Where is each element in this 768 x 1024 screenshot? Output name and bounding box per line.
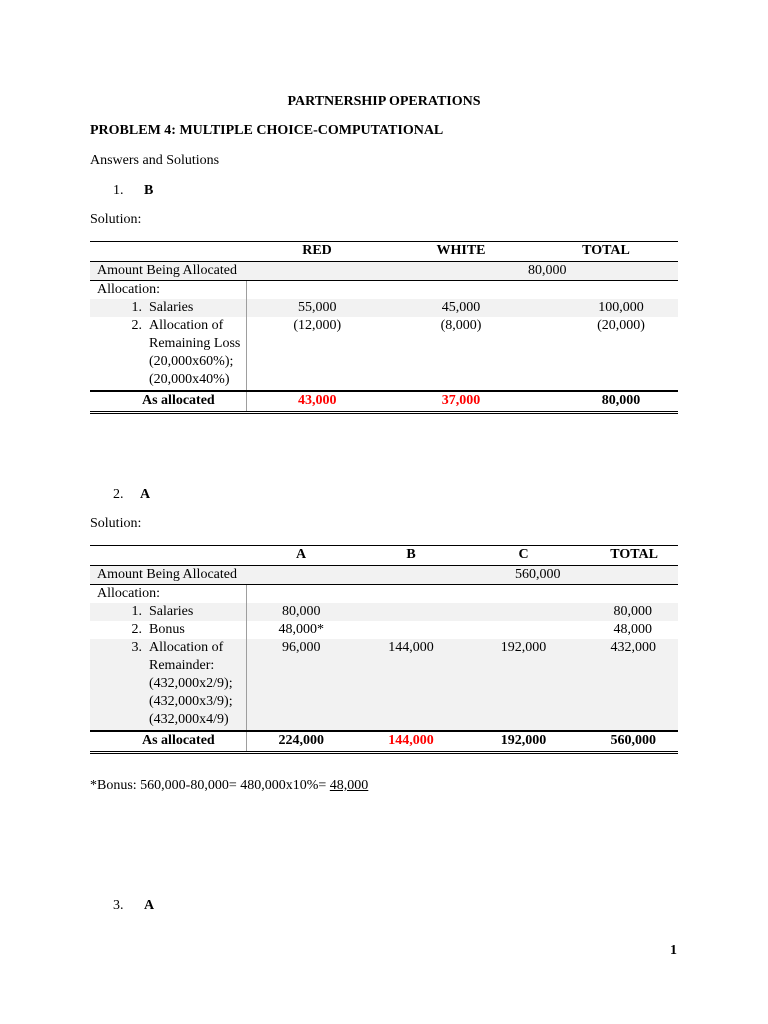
cell-b: [356, 621, 466, 639]
q1-solution-table: [90, 241, 678, 414]
bonus-footnote-text: *Bonus: 560,000-80,000= 480,000x10%=: [90, 778, 330, 793]
q1-number: 1.: [113, 183, 124, 198]
cell-total: (20,000): [597, 318, 645, 333]
cell-total: 80,000: [581, 603, 678, 621]
cell-red: (12,000): [293, 318, 342, 333]
row-number: 3.: [131, 640, 142, 655]
q2-solution-label: Solution:: [90, 516, 142, 531]
total-red: 43,000: [246, 391, 388, 413]
total-row: [90, 731, 678, 753]
allocation-row: [90, 281, 678, 300]
row-label: Allocation of Remainder: (432,000x2/9); (432,000x3/9); (432,000x4/9): [149, 640, 233, 727]
header-b: B: [356, 546, 466, 566]
header-blank: [90, 546, 246, 566]
cell-a: 80,000: [246, 603, 356, 621]
cell-c: [466, 621, 581, 639]
amount-row: [90, 262, 678, 281]
page-number: 1: [670, 943, 677, 958]
allocation-label: Allocation:: [90, 281, 246, 300]
cell-b: [356, 603, 466, 621]
total-row: [90, 391, 678, 413]
total-c: 192,000: [466, 731, 581, 753]
total-white: 37,000: [388, 391, 534, 413]
table-row: [90, 299, 678, 317]
intro-text: Answers and Solutions: [90, 153, 220, 168]
total-total: 80,000: [534, 391, 678, 413]
row-number: 1.: [131, 300, 142, 315]
allocation-label: Allocation:: [90, 585, 246, 604]
header-c: C: [466, 546, 581, 566]
q3-answer: A: [144, 898, 155, 913]
q2-solution-table: [90, 545, 678, 754]
row-label: Salaries: [149, 300, 194, 315]
table-row: [90, 639, 678, 731]
bonus-footnote: [90, 778, 368, 794]
total-a: 224,000: [246, 731, 356, 753]
header-red: RED: [246, 242, 388, 262]
header-total: TOTAL: [534, 242, 678, 262]
total-label: As allocated: [90, 731, 246, 753]
table-row: [90, 603, 678, 621]
amount-row: [90, 566, 678, 585]
allocation-row: [90, 585, 678, 604]
cell-red: 55,000: [246, 299, 388, 317]
cell-white: (8,000): [440, 318, 482, 333]
amount-label: Amount Being Allocated: [90, 262, 388, 281]
cell-b: 144,000: [356, 639, 466, 731]
problem-heading: PROBLEM 4: MULTIPLE CHOICE-COMPUTATIONAL: [90, 123, 444, 138]
q1-answer: B: [144, 183, 154, 198]
row-number: 1.: [131, 604, 142, 619]
cell-total: 48,000: [613, 622, 652, 637]
bonus-footnote-result: 48,000: [329, 778, 369, 793]
q1-solution-label: Solution:: [90, 212, 142, 227]
row-label: Salaries: [149, 604, 194, 619]
header-blank: [90, 242, 246, 262]
cell-total: 432,000: [581, 639, 678, 731]
table-header-row: [90, 242, 678, 262]
cell-c: [466, 603, 581, 621]
row-number: 2.: [131, 318, 142, 333]
header-a: A: [246, 546, 356, 566]
row-label: Bonus: [149, 622, 185, 637]
total-b: 144,000: [356, 731, 466, 753]
q3-number: 3.: [113, 898, 124, 913]
cell-white: 45,000: [388, 299, 534, 317]
amount-value: 560,000: [466, 566, 678, 585]
cell-c: 192,000: [466, 639, 581, 731]
cell-a: 96,000: [246, 639, 356, 731]
row-number: 2.: [131, 622, 142, 637]
header-total: TOTAL: [581, 546, 678, 566]
q2-answer: A: [140, 487, 151, 502]
cell-a: 48,000*: [278, 622, 324, 637]
table-row: [90, 621, 678, 639]
cell-total: 100,000: [534, 299, 678, 317]
row-label: Allocation of Remaining Loss (20,000x60%); (20,000x40%): [149, 318, 241, 387]
total-total: 560,000: [581, 731, 678, 753]
amount-value: 80,000: [388, 262, 678, 281]
q2-number: 2.: [113, 487, 124, 502]
document-title: PARTNERSHIP OPERATIONS: [287, 94, 481, 109]
table-row: [90, 317, 678, 391]
amount-label: Amount Being Allocated: [90, 566, 466, 585]
total-label: As allocated: [90, 391, 246, 413]
table-header-row: [90, 546, 678, 566]
header-white: WHITE: [388, 242, 534, 262]
